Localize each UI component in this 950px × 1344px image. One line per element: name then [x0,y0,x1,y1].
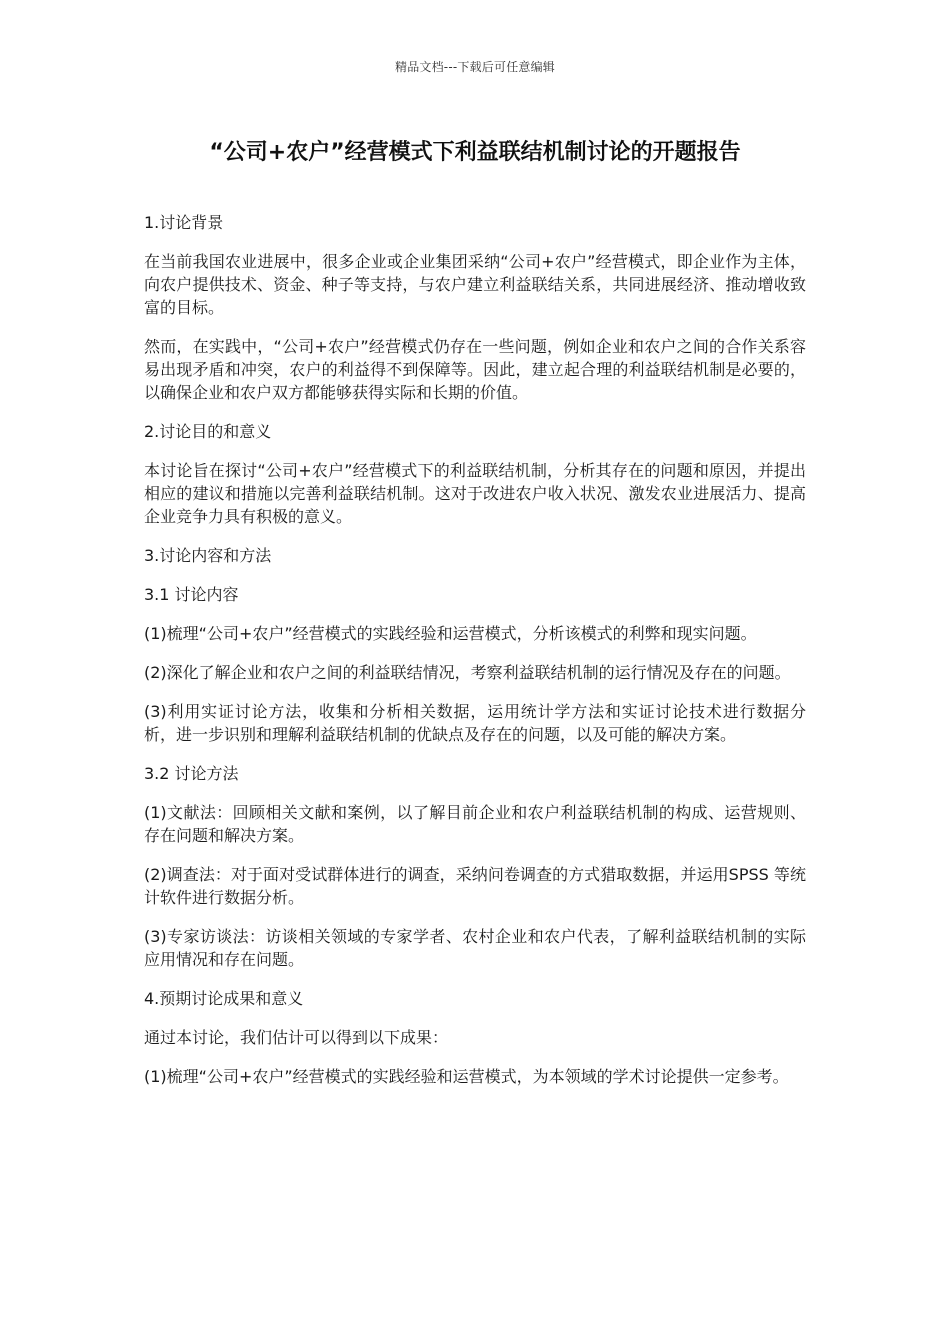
list-item-content-2: (2)深化了解企业和农户之间的利益联结情况，考察利益联结机制的运行情况及存在的问题。 [144,663,791,682]
section-heading-expected-results: 4.预期讨论成果和意义 [144,989,304,1008]
section-heading-content-method: 3.讨论内容和方法 [144,546,272,565]
subsection-heading-method: 3.2 讨论方法 [144,764,239,783]
section-heading-background: 1.讨论背景 [144,213,224,232]
paragraph-background-1: 在当前我国农业进展中，很多企业或企业集团采纳“公司+农户”经营模式，即企业作为主体，向农户提供技术、资金、种子等支持，与农户建立利益联结关系，共同进展经济、推动增收致富的目标。 [144,252,806,317]
section-heading-purpose: 2.讨论目的和意义 [144,422,272,441]
paragraph-purpose: 本讨论旨在探讨“公司+农户”经营模式下的利益联结机制，分析其存在的问题和原因，并提出相应的建议和措施以完善利益联结机制。这对于改进农户收入状况、激发农业进展活力、提高企业竞争力具有积极的意义。 [144,461,806,526]
subsection-heading-content: 3.1 讨论内容 [144,585,239,604]
list-item-content-3: (3)利用实证讨论方法，收集和分析相关数据，运用统计学方法和实证讨论技术进行数据分析，进一步识别和理解利益联结机制的优缺点及存在的问题，以及可能的解决方案。 [144,702,806,744]
paragraph-background-2: 然而，在实践中，“公司+农户”经营模式仍存在一些问题，例如企业和农户之间的合作关系容易出现矛盾和冲突，农户的利益得不到保障等。因此，建立起合理的利益联结机制是必要的，以确保企业和农户双方都能够获得实际和长期的价值。 [144,337,806,402]
document-body [144,211,806,1104]
list-item-method-2: (2)调查法：对于面对受试群体进行的调查，采纳问卷调查的方式猎取数据，并运用SPSS 等统计软件进行数据分析。 [144,865,806,907]
document-title: “公司+农户”经营模式下利益联结机制讨论的开题报告 [209,140,741,165]
list-item-method-3: (3)专家访谈法：访谈相关领域的专家学者、农村企业和农户代表，了解利益联结机制的实际应用情况和存在问题。 [144,927,806,969]
page-header-watermark: 精品文档---下载后可任意编辑 [395,60,555,74]
list-item-content-1: (1)梳理“公司+农户”经营模式的实践经验和运营模式，分析该模式的利弊和现实问题。 [144,624,757,643]
list-item-expected-1: (1)梳理“公司+农户”经营模式的实践经验和运营模式，为本领域的学术讨论提供一定参考。 [144,1067,789,1086]
paragraph-expected-intro: 通过本讨论，我们估计可以得到以下成果： [144,1028,449,1047]
list-item-method-1: (1)文献法：回顾相关文献和案例，以了解目前企业和农户利益联结机制的构成、运营规则、存在问题和解决方案。 [144,803,806,845]
